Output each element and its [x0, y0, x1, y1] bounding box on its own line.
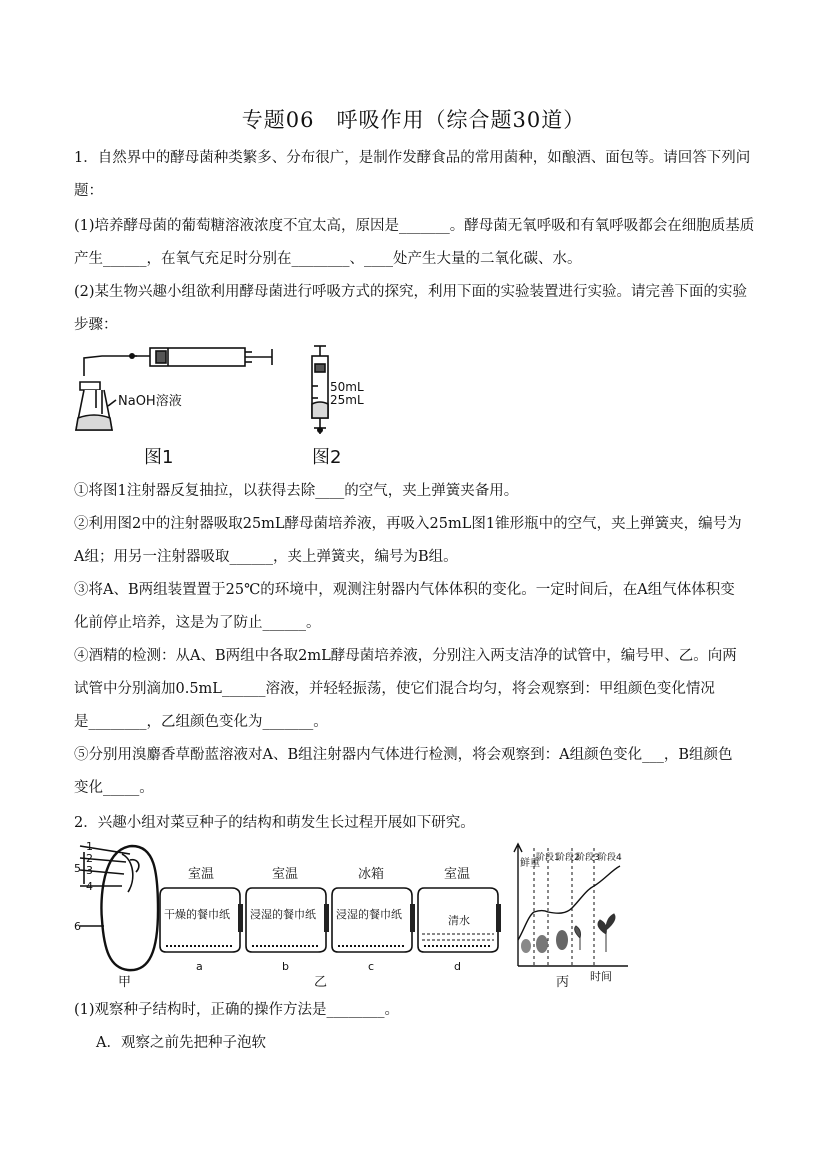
seed-number-6: 6	[74, 920, 81, 933]
jar-d-temp: 室温	[444, 867, 471, 882]
mark-25ml: 25mL	[330, 393, 364, 407]
q1-step2-line1: ②利用图2中的注射器吸取25mL酵母菌培养液，再吸入25mL图1锥形瓶中的空气，夹上弹簧夹，编号为	[74, 516, 742, 532]
q2-part1: (1)观察种子结构时，正确的操作方法是________。	[74, 1002, 400, 1018]
figure-1-caption: 图1	[144, 447, 174, 468]
q1-step4-line2: 试管中分别滴加0.5mL______溶液，并轻轻振荡，使它们混合均匀，将会观察到：甲组颜色变化情况	[74, 681, 715, 697]
jar-d	[418, 867, 501, 973]
q1-step5-line1: ⑤分别用溴麝香草酚蓝溶液对A、B组注射器内气体进行检测，将会观察到：A组颜色变化___，B组颜色	[74, 747, 733, 763]
page-title: 专题06 呼吸作用（综合题30道）	[241, 108, 586, 132]
naoh-solution-label: NaOH溶液	[118, 394, 182, 409]
seed-caption: 甲	[118, 975, 132, 990]
q1-stem-line2: 题：	[74, 183, 103, 199]
figure-seed-experiment	[72, 840, 642, 990]
seed-number-4: 4	[86, 880, 93, 893]
jar-b-letter: b	[282, 960, 289, 973]
seed-number-5: 5	[74, 862, 81, 875]
q1-step2-line2: A组；用另一注射器吸取______，夹上弹簧夹，编号为B组。	[74, 549, 458, 565]
q1-step1: ①将图1注射器反复抽拉，以获得去除____的空气，夹上弹簧夹备用。	[74, 483, 519, 499]
mark-50ml: 50mL	[330, 380, 364, 394]
graph-caption: 丙	[556, 975, 570, 990]
jar-b-temp: 室温	[272, 867, 299, 882]
jar-a	[160, 867, 243, 973]
q1-step4-line3: 是________，乙组颜色变化为_______。	[74, 714, 328, 730]
graph-stage-2: 阶段2	[556, 853, 580, 863]
graph-stage-3: 阶段3	[576, 853, 600, 863]
jar-c-letter: c	[368, 960, 375, 973]
jar-d-letter: d	[454, 960, 461, 973]
q2-stem: 2．兴趣小组对菜豆种子的结构和萌发生长过程开展如下研究。	[74, 815, 475, 831]
jar-c-content: 浸湿的餐巾纸	[336, 908, 402, 921]
figure-2	[298, 338, 388, 470]
jar-a-letter: a	[196, 960, 203, 973]
jar-b	[246, 867, 329, 973]
q1-part1-line1: (1)培养酵母菌的葡萄糖溶液浓度不宜太高，原因是_______。酵母菌无氧呼吸和有氧呼吸都会在细胞质基质	[74, 218, 755, 234]
jars-caption: 乙	[314, 975, 328, 990]
q1-step5-line2: 变化_____。	[74, 780, 154, 796]
seed-number-3: 3	[86, 864, 93, 877]
figure-2-caption: 图2	[312, 447, 342, 468]
q1-step3-line2: 化前停止培养，这是为了防止______。	[74, 615, 321, 631]
figure-1	[72, 338, 287, 470]
jar-d-content: 清水	[448, 914, 470, 927]
graph-xlabel: 时间	[590, 970, 612, 983]
q1-step4-line1: ④酒精的检测：从A、B两组中各取2mL酵母菌培养液，分别注入两支洁净的试管中，编号甲、乙。向两	[74, 648, 737, 664]
q1-step3-line1: ③将A、B两组装置置于25℃的环境中，观测注射器内气体体积的变化。一定时间后，在A组气体体积变	[74, 582, 735, 598]
q2-option-a: A．观察之前先把种子泡软	[96, 1035, 266, 1051]
jar-c-temp: 冰箱	[358, 867, 385, 882]
graph-stage-1: 阶段1	[536, 853, 560, 863]
graph-ylabel: 鲜重	[520, 858, 540, 869]
jar-b-content: 浸湿的餐巾纸	[250, 908, 316, 921]
jar-c	[332, 867, 415, 973]
seed-number-2: 2	[86, 852, 93, 865]
graph-stage-4: 阶段4	[598, 853, 622, 863]
q1-stem-line1: 1．自然界中的酵母菌种类繁多、分布很广，是制作发酵食品的常用菌种，如酿酒、面包等。请回答下列问	[74, 150, 751, 166]
jar-a-temp: 室温	[188, 867, 215, 882]
q1-part2-line1: (2)某生物兴趣小组欲利用酵母菌进行呼吸方式的探究，利用下面的实验装置进行实验。请完善下面的实验	[74, 284, 748, 300]
jar-a-content: 干燥的餐巾纸	[164, 908, 230, 921]
seed-number-1: 1	[86, 840, 93, 853]
q1-part1-line2: 产生______，在氧气充足时分别在________、____处产生大量的二氧化碳、水。	[74, 251, 582, 267]
q1-part2-line2: 步骤：	[74, 317, 118, 333]
